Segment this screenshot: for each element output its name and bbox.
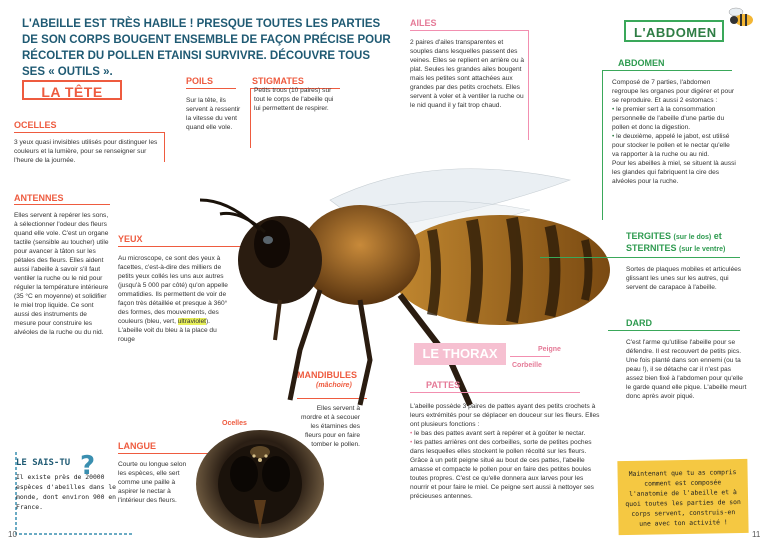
- abdomen-intro: Composé de 7 parties, l'abdomen regroupe les organes pour digérer et pour se reproduire. Et aussi 2 estomacs :: [612, 79, 735, 104]
- question-mark-icon: ?: [80, 451, 96, 481]
- line-poils: [186, 88, 236, 89]
- label-tergites-note: (sur le dos): [673, 234, 712, 241]
- text-dard: C'est l'arme qu'utilise l'abeille pour se défendre. Il est recouvert de petits pics. Une fois planté dans son ennemi (ou ta peau !), il se détache car il n'est pas assez bien fixé à l'abdomen pour qu'elle le garde quand elle pique. L'abeille meurt donc après avoir piqué.: [626, 339, 747, 400]
- intro-heading: L'ABEILLE EST TRÈS HABILE ! PRESQUE TOUTES LES PARTIES DE SON CORPS BOUGENT ENSEMBLE DE FAÇON PRÉCISE POUR RÉCOLTER DU POLLEN ETAINSI SURVIVRE. DÉCOUVRE TOUS SES « OUTILS ».: [22, 18, 391, 78]
- label-poils: POILS: [186, 76, 214, 86]
- line-antennes: [14, 204, 110, 205]
- line-tergites: [540, 257, 740, 258]
- line-ailes: [410, 30, 528, 31]
- page-number-left: 10: [8, 530, 17, 539]
- pattes-bullet-2-text: les pattes arrières ont des corbeilles, sorte de petites poches dans lesquelles elles stockent le pollen récolté sur les fleurs. Grâce à un petit peigne situé au bout de ces pattes, l'abeille amasse et compacte le pollen pour en faire des petites boules toutes propres. C'est ce qu'elle donnera aux larves pour les nourrir et pour faire le miel. Ce peigne sert aussi à nettoyer ses précieuses antennes.: [410, 439, 594, 500]
- line-dard: [608, 330, 740, 331]
- section-title-thorax: LE THORAX: [414, 343, 506, 365]
- line-abdomen: [602, 70, 732, 71]
- highlight-ultraviolet: ultraviolet: [177, 318, 206, 325]
- text-langue: Courte ou longue selon les espèces, elle sert comme une paille à aspirer le nectar à l'intérieur des fleurs.: [118, 461, 187, 504]
- sais-tu-text: Il existe près de 20000 espèces d'abeilles dans le monde, dont environ 900 en France.: [16, 473, 117, 511]
- pattes-bullet-2: • les pattes arrières ont des corbeilles, sorte de petites poches dans lesquelles elles stockent le pollen récolté sur les fleurs. Grâce à un petit peigne situé au bout de ces pattes, l'abeille amasse et compacte le pollen pour en faire des petites boules toutes propres. C'est ce qu'elle donnera aux larves pour les nourrir et pour faire le miel. Ce peigne sert aussi à nettoyer ses précieuses antennes.: [410, 439, 594, 500]
- label-stigmates: STIGMATES: [252, 76, 304, 86]
- line-pattes: [410, 392, 580, 393]
- label-sternites: STERNITES: [626, 243, 677, 253]
- text-ocelles: 3 yeux quasi invisibles utilisés pour distinguer les couleurs et la lumière, pour se renseigner sur l'heure de la journée.: [14, 139, 158, 164]
- activity-callout: Maintenant que tu as compris comment est composée l'anatomie de l'abeille et à quoi toutes les parties de son corps servent, construis-en une avec ton activité !: [617, 459, 748, 535]
- pattes-intro: L'abeille possède 3 paires de pattes ayant des petits crochets à leurs extrémités pour se déplacer en douceur sur les fleurs. Elles ont plusieurs fonctions :: [410, 403, 600, 428]
- label-tergites-and: et: [713, 231, 722, 241]
- text-mandibules: Elles servent à mordre et à secouer les étamines des fleurs pour en faire tomber le pollen.: [300, 405, 360, 448]
- label-tergites: TERGITES: [626, 231, 672, 241]
- text-tergites: Sortes de plaques mobiles et articulées glissant les unes sur les autres, qui servent de carapace à l'abeille.: [626, 266, 742, 291]
- page-number-right: 11: [752, 530, 761, 539]
- label-corbeille: Corbeille: [512, 362, 542, 369]
- text-poils: Sur la tête, ils servent à ressentir la vitesse du vent quand elle vole.: [186, 97, 241, 131]
- abdomen-bullet-2-text: le deuxième, appelé le jabot, est utilisé pour stocker le pollen et le nectar qu'elle va rapporter à la ruche ou au nid.: [612, 133, 730, 158]
- label-ailes: AILES: [410, 18, 437, 28]
- text-yeux-part1: Au microscope, ce sont des yeux à facettes, c'est-à-dire des milliers de petits yeux collés les uns aux autres (jusqu'à 5 000 par côté) qu'on appelle ommatidies. Ils permettent de voir de façon très détaillée et presque à 360° des formes, des mouvements, des couleurs (bleu, vert,: [118, 255, 228, 325]
- bee-illustration: [170, 160, 630, 410]
- label-peigne: Peigne: [538, 346, 561, 353]
- pattes-bullet-1-text: le bas des pattes avant sert à repérer et à goûter le nectar.: [414, 430, 586, 437]
- line-ailes-v: [528, 30, 529, 140]
- label-tergites-sternites: [626, 231, 766, 255]
- label-yeux: YEUX: [118, 234, 143, 244]
- abdomen-bullet-1-text: le premier sert à la consommation personnelle de l'abeille d'une partie du pollen et donc la digestion.: [612, 106, 725, 131]
- abdomen-bullet-2: • le deuxième, appelé le jabot, est utilisé pour stocker le pollen et le nectar qu'elle va rapporter à la ruche ou au nid.: [612, 133, 730, 158]
- label-pattes: PATTES: [426, 380, 461, 390]
- line-ocelles-v: [164, 132, 165, 162]
- label-sternites-note: (sur le ventre): [679, 246, 726, 253]
- line-stigmates-v: [250, 88, 251, 148]
- pattes-bullet-1: • le bas des pattes avant sert à repérer et à goûter le nectar.: [410, 430, 586, 437]
- text-abdomen: [612, 78, 736, 186]
- label-ocelles: OCELLES: [14, 120, 57, 130]
- text-yeux-part2: ). L'abeille voit du bleu à la place du rouge: [118, 318, 217, 343]
- label-dard: DARD: [626, 318, 652, 328]
- line-ocelles: [14, 132, 164, 133]
- abdomen-bullet-1: • le premier sert à la consommation personnelle de l'abeille d'une partie du pollen et donc la digestion.: [612, 106, 725, 131]
- text-pattes: [410, 402, 600, 501]
- text-ailes: 2 paires d'ailes transparentes et souples dans lesquelles passent des veines. Elles se replient en arrière ou à plat. Seules les grandes ailes bougent mais les petites sont attachées aux grandes par des petits crochets. Elles servent à voler et à ventiler la ruche ou le nid quand il y fait trop chaud.: [410, 39, 524, 109]
- text-stigmates: Petits trous (10 paires) sur tout le corps de l'abeille qui lui permettent de respirer.: [254, 87, 334, 112]
- abdomen-outro: Pour les abeilles à miel, se situent là aussi les glandes qui fabriquent la cire des alvéoles pour la ruche.: [612, 160, 736, 185]
- label-abdomen: ABDOMEN: [618, 58, 665, 68]
- line-peigne: [510, 356, 550, 357]
- label-ocelles-photo: Ocelles: [222, 420, 247, 427]
- line-abdomen-v: [602, 70, 603, 220]
- small-bee-icon: [726, 6, 756, 30]
- label-mandibules-note: (mâchoire): [316, 382, 352, 389]
- honeybee-image: [170, 160, 630, 410]
- label-antennes: ANTENNES: [14, 193, 64, 203]
- section-title-tete: LA TÊTE: [22, 80, 122, 100]
- line-langue: [118, 453, 210, 454]
- section-title-abdomen: L'ABDOMEN: [624, 20, 724, 42]
- label-langue: LANGUE: [118, 441, 156, 451]
- label-mandibules: MANDIBULES: [297, 370, 357, 380]
- sais-tu-title: LE SAIS-TU: [16, 458, 71, 468]
- text-antennes: Elles servent à repérer les sons, à sélectionner l'odeur des fleurs quand elle vole. C'est un organe tactile (sensible au toucher) utile pour avancer à tâton sur les pétales des fleurs. Elles aident aussi l'abeille à savoir s'il faut ventiler la ruche ou le nid pour réguler la température intérieure (35 °C en moyenne) et solidifier le miel trop liquide. Ce sont aussi des instruments de mesure pour construire les alvéoles de la ruche ou du nid.: [14, 212, 109, 336]
